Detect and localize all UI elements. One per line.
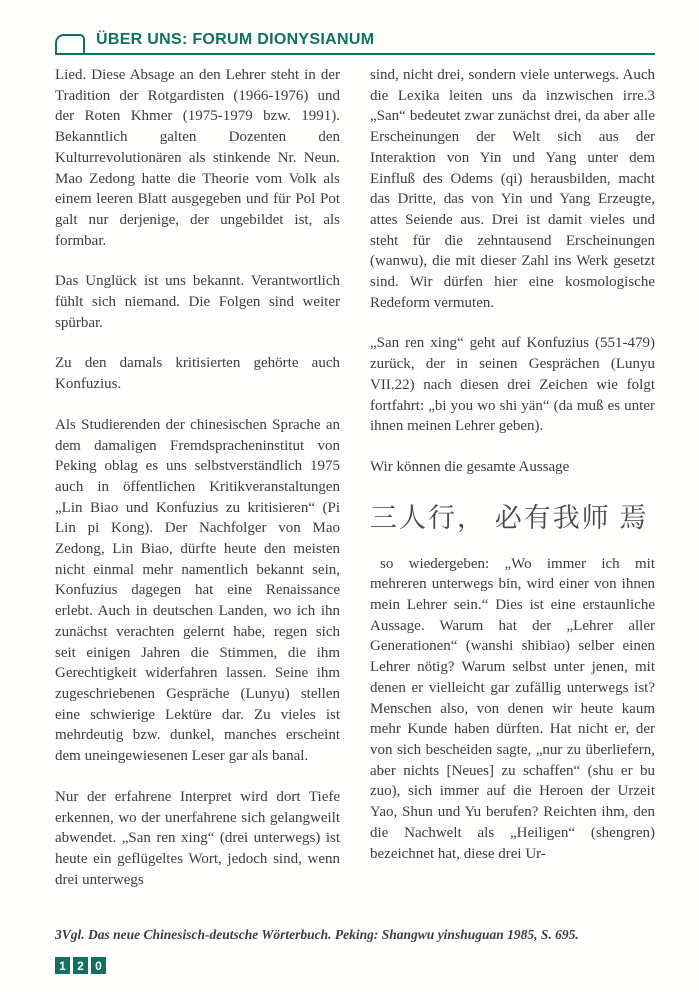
page-number-digit: 1	[55, 957, 70, 974]
page-number	[55, 957, 655, 974]
chinese-quote: 三人行， 必有我师 焉	[370, 502, 649, 533]
page-footer	[55, 920, 655, 974]
footnote: 3Vgl. Das neue Chinesisch-deutsche Wörterbuch. Peking: Shangwu yinshuguan 1985, S. 695.	[55, 927, 579, 942]
paragraph: so wiedergeben: „Wo immer ich mit mehreren unterwegs bin, wird einer von ihnen mein Lehrer sein.“ Dies ist eine erstaunliche Aussage. Warum hat der „Lehrer aller Generationen“ (wanshi shibiao) selber einen Lehrer nötig? Warum selbst unter jenen, mit denen er vielleicht gar zufällig unterwegs ist? Menschen also, von denen wir heute kaum mehr Kunde haben dürften. Hat nicht er, der von sich bescheiden sagte, „nur zu überliefern, aber nichts [Neues] zu schaffen“ (shu er bu zuo), sich immer auf die Heroen der Urzeit Yao, Shun und Yu berufen? Reichten ihm, den die Nachwelt als „Heiligen“ (shengren) bezeichnet hat, diese drei Ur-	[370, 555, 655, 862]
paragraph: „San ren xing“ geht auf Konfuzius (551-479) zurück, der in seinen Gesprächen (Lunyu VII.22) nach diesen drei Zeichen wie folgt fortfahrt: „bi you wo shi yän“ (da muß es unter ihnen meinen Lehrer geben).	[370, 335, 655, 435]
paragraph: Als Studierenden der chinesischen Sprache an dem damaligen Fremdspracheninstitut von Peking oblag es uns selbstverständlich 1975 auch in öffentlichen Kritikveranstaltungen „Lin Biao und Konfuzius zu kritisieren“ (Pi Lin pi Kong). Der Nachfolger von Mao Zedong, Lin Biao, dürfte heute den meisten nicht einmal mehr namentlich bekannt sein, Konfuzius dagegen hat eine Renaissance erlebt. Auch in deutschen Landen, wo ich ihn zunächst verachten gelernt habe, regen sich seit einigen Jahren die Stimmen, die ihm Gerechtigkeit widerfahren lassen. Seine ihm zugeschriebenen Gespräche (Lunyu) stellen eine schwierige Lektüre dar. Zu vieles ist mehrdeutig bzw. dunkel, manches erscheint dem uneingewiesenen Leser gar als banal.	[55, 416, 340, 765]
article-body	[55, 65, 655, 920]
folder-tab-icon	[55, 34, 85, 53]
paragraph: sind, nicht drei, sondern viele unterwegs. Auch die Lexika leiten uns da inzwischen irre.3 „San“ bedeutet zwar zunächst drei, da aber alle Erscheinungen der Welt sich aus der Interaktion von Yin und Yang unter dem Einfluß des Odems (qi) herausbilden, macht das Dritte, das von Yin und Yang Erzeugte, attes Seiende aus. Drei ist damit vieles und steht für die zehntausend Erscheinungen (wanwu), die mit dieser Zahl ins Werk gesetzt sind. Wir dürfen hier eine kosmologische Redeform vermuten.	[370, 67, 655, 311]
paragraph: Das Unglück ist uns bekannt. Verantwortlich fühlt sich niemand. Die Folgen sind weiter spürbar.	[55, 273, 340, 331]
left-column	[55, 65, 340, 920]
section-title: ÜBER UNS: FORUM DIONYSIANUM	[96, 31, 375, 48]
right-column	[370, 65, 655, 920]
paragraph: Lied. Diese Absage an den Lehrer steht in der Tradition der Rotgardisten (1966-1976) und der Roten Khmer (1975-1979 bzw. 1991). Bekanntlich galten Dozenten den Kulturrevolutionären als stinkende Nr. Neun. Mao Zedong hatte die Theorie vom Volk als einem leeren Blatt ausgegeben und für Pol Pot galt nur derjenige, der ungebildet ist, als formbar.	[55, 67, 340, 249]
page-number-digit: 2	[73, 957, 88, 974]
paragraph: Wir können die gesamte Aussage	[370, 458, 570, 475]
paragraph: Nur der erfahrene Interpret wird dort Tiefe erkennen, wo der unerfahrene sich gelangweilt abwendet. „San ren xing“ (drei unterwegs) ist heute ein geflügeltes Wort, jedoch sind, wenn drei unterwegs	[55, 788, 340, 888]
paragraph: Zu den damals kritisierten gehörte auch Konfuzius.	[55, 355, 340, 393]
section-header	[55, 31, 655, 55]
page-number-digit: 0	[91, 957, 106, 974]
